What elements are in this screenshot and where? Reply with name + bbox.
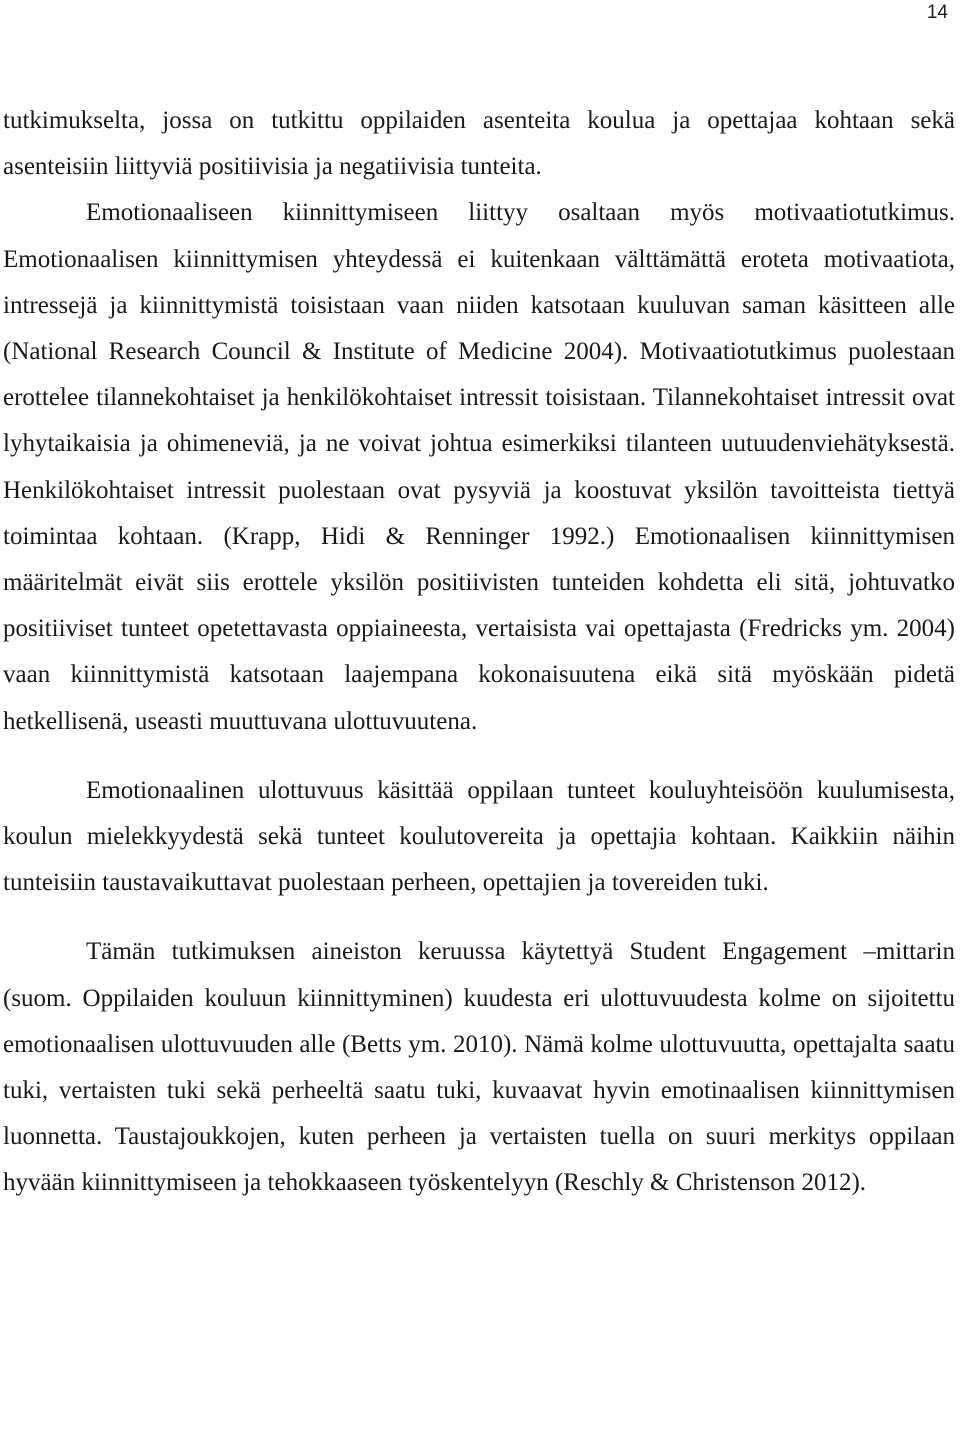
paragraph-1: tutkimukselta, jossa on tutkittu oppilaiden asenteita koulua ja opettajaa kohtaan sekä asenteisiin liittyviä positiivisia ja negatiivisia tunteita. [3, 107, 955, 181]
page-number: 14 [926, 2, 948, 23]
body-text [3, 98, 955, 1207]
paragraph-3: Emotionaalinen ulottuvuus käsittää oppilaan tunteet kouluyhteisöön kuulumisesta, koulun mielekkyydestä sekä tunteet koulutovereita ja opettajia kohtaan. Kaikkiin näihin tunteisiin taustavaikuttavat puolestaan perheen, opettajien ja tovereiden tuki. [3, 776, 955, 897]
paragraph-2: Emotionaaliseen kiinnittymiseen liittyy osaltaan myös motivaatiotutkimus. Emotionaalisen kiinnittymisen yhteydessä ei kuitenkaan välttämättä eroteta motivaatiota, intressejä ja kiinnittymistä toisistaan vaan niiden katsotaan kuuluvan saman käsitteen alle (National Research Council & Institute of Medicine 2004). Motivaatiotutkimus puolestaan erottelee tilannekohtaiset ja henkilökohtaiset intressit toisistaan. Tilannekohtaiset intressit ovat lyhytaikaisia ja ohimeneviä, ja ne voivat johtua esimerkiksi tilanteen uutuudenviehätyksestä. Henkilökohtaiset intressit puolestaan ovat pysyviä ja koostuvat yksilön tavoitteista tiettyä toimintaa kohtaan. (Krapp, Hidi & Renninger 1992.) Emotionaalisen kiinnittymisen määritelmät eivät siis erottele yksilön positiivisten tunteiden kohdetta eli sitä, johtuvatko positiiviset tunteet opetettavasta oppiaineesta, vertaisista vai opettajasta (Fredricks ym. 2004) vaan kiinnittymistä katsotaan laajempana kokonaisuutena eikä sitä myöskään pidetä hetkellisenä, useasti muuttuvana ulottuvuutena. [3, 199, 955, 735]
paragraph-4: Tämän tutkimuksen aineiston keruussa käytettyä Student Engagement –mittarin (suom. Oppilaiden kouluun kiinnittyminen) kuudesta eri ulottuvuudesta kolme on sijoitettu emotionaalisen ulottuvuuden alle (Betts ym. 2010). Nämä kolme ulottuvuutta, opettajalta saatu tuki, vertaisten tuki sekä perheeltä saatu tuki, kuvaavat hyvin emotinaalisen kiinnittymisen luonnetta. Taustajoukkojen, kuten perheen ja vertaisten tuella on suuri merkitys oppilaan hyvään kiinnittymiseen ja tehokkaaseen työskentelyyn (Reschly & Christenson 2012). [3, 938, 955, 1197]
